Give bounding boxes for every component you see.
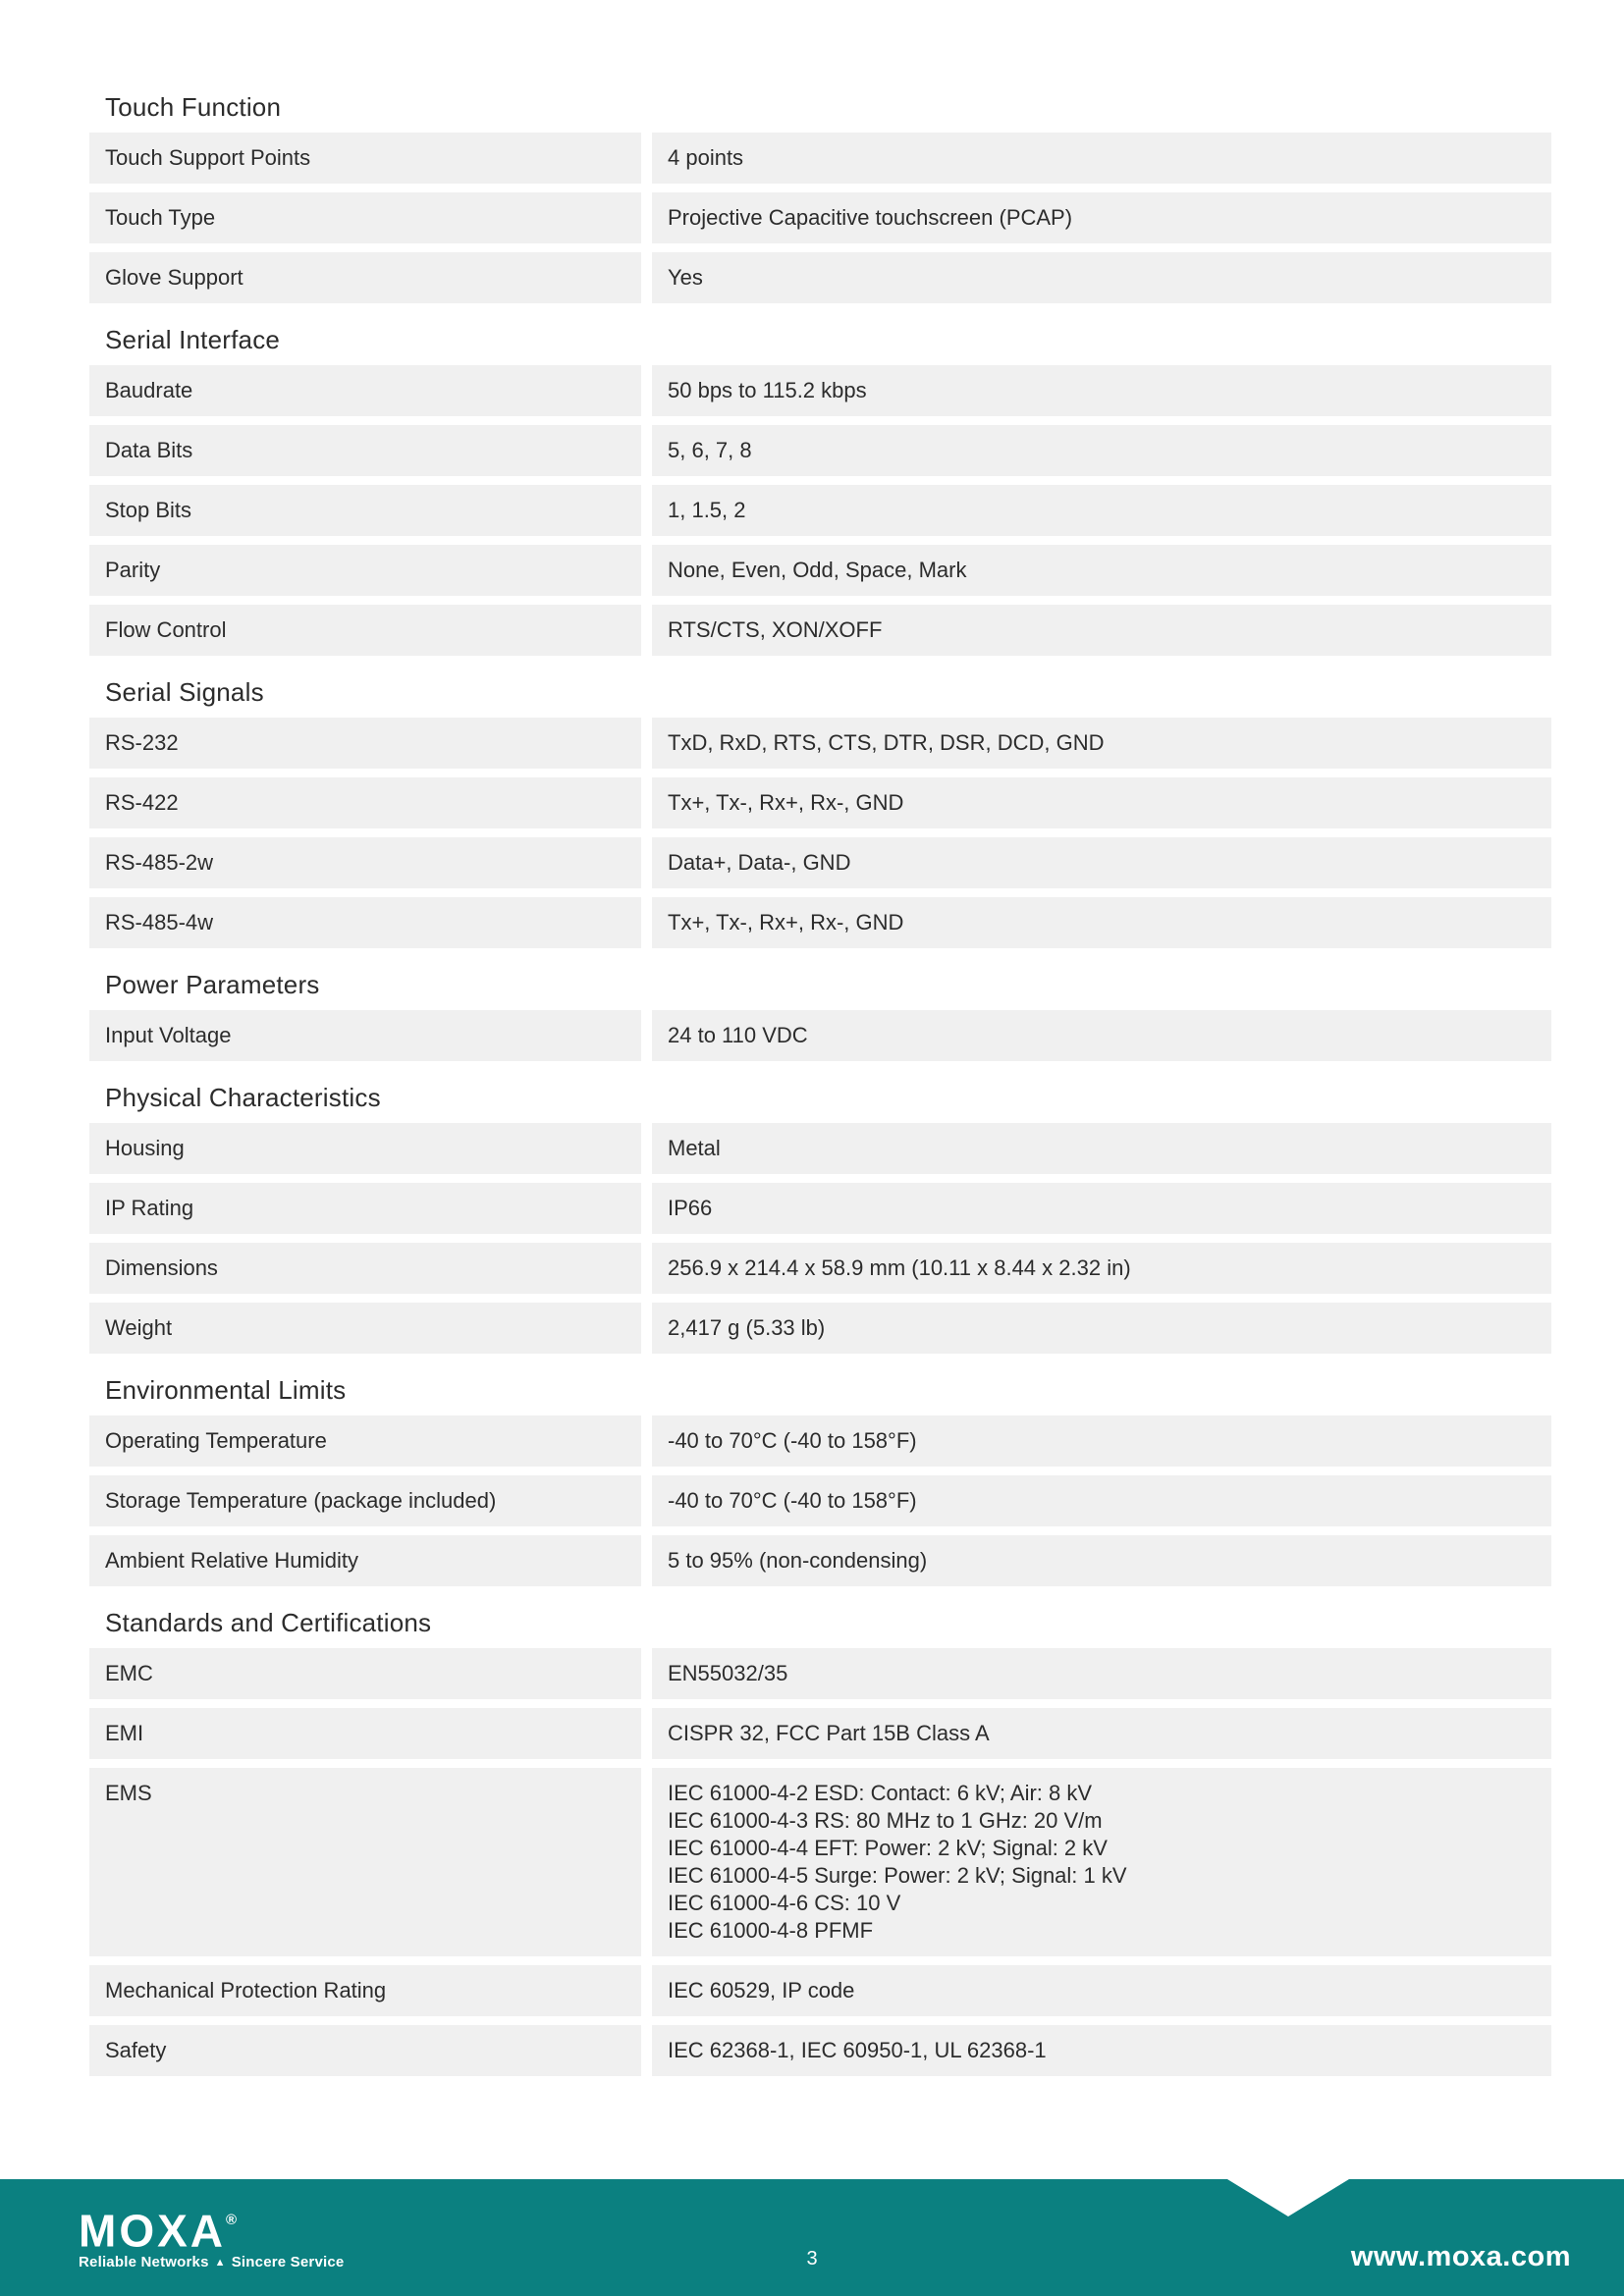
spec-label: Flow Control bbox=[89, 605, 641, 656]
section-title: Serial Interface bbox=[105, 325, 281, 354]
spec-label: Ambient Relative Humidity bbox=[89, 1535, 641, 1586]
spec-section-physical-characteristics bbox=[89, 1083, 1551, 1354]
spec-label: Housing bbox=[89, 1123, 641, 1174]
spec-label: Mechanical Protection Rating bbox=[89, 1965, 641, 2016]
spec-row bbox=[89, 1243, 1551, 1294]
footer-notch-icon bbox=[1227, 2179, 1349, 2216]
spec-row bbox=[89, 1183, 1551, 1234]
spec-row bbox=[89, 545, 1551, 596]
spec-sections bbox=[89, 92, 1551, 2076]
spec-value: RTS/CTS, XON/XOFF bbox=[652, 605, 1551, 656]
spec-row bbox=[89, 1768, 1551, 1956]
spec-value: 5 to 95% (non-condensing) bbox=[652, 1535, 1551, 1586]
spec-value-line: IEC 61000-4-4 EFT: Power: 2 kV; Signal: 2 kV bbox=[668, 1836, 1108, 1860]
spec-row bbox=[89, 425, 1551, 476]
spec-value: Data+, Data-, GND bbox=[652, 837, 1551, 888]
spec-label: Dimensions bbox=[89, 1243, 641, 1294]
spec-label: EMI bbox=[89, 1708, 641, 1759]
website-link[interactable]: www.moxa.com bbox=[1350, 2241, 1571, 2272]
spec-row bbox=[89, 837, 1551, 888]
spec-value: TxD, RxD, RTS, CTS, DTR, DSR, DCD, GND bbox=[652, 718, 1551, 769]
section-title: Physical Characteristics bbox=[105, 1083, 381, 1112]
spec-section-serial-signals bbox=[89, 677, 1551, 948]
spec-row bbox=[89, 252, 1551, 303]
spec-label: RS-485-2w bbox=[89, 837, 641, 888]
spec-label: RS-422 bbox=[89, 777, 641, 828]
spec-value: 256.9 x 214.4 x 58.9 mm (10.11 x 8.44 x 2.32 in) bbox=[652, 1243, 1551, 1294]
spec-row bbox=[89, 1708, 1551, 1759]
spec-label: RS-232 bbox=[89, 718, 641, 769]
spec-row bbox=[89, 777, 1551, 828]
spec-label: Baudrate bbox=[89, 365, 641, 416]
spec-label: RS-485-4w bbox=[89, 897, 641, 948]
spec-section-environmental-limits bbox=[89, 1375, 1551, 1586]
spec-value: Tx+, Tx-, Rx+, Rx-, GND bbox=[652, 777, 1551, 828]
spec-value-line: IEC 61000-4-3 RS: 80 MHz to 1 GHz: 20 V/m bbox=[668, 1808, 1103, 1833]
spec-row bbox=[89, 605, 1551, 656]
spec-label: Safety bbox=[89, 2025, 641, 2076]
page-footer bbox=[0, 2179, 1624, 2296]
spec-value: 24 to 110 VDC bbox=[652, 1010, 1551, 1061]
tagline-right: Sincere Service bbox=[231, 2254, 345, 2270]
spec-row bbox=[89, 1535, 1551, 1586]
tagline-left: Reliable Networks bbox=[79, 2254, 209, 2270]
spec-label: Input Voltage bbox=[89, 1010, 641, 1061]
moxa-brand-text: MOXA bbox=[79, 2205, 226, 2256]
section-title: Environmental Limits bbox=[105, 1375, 347, 1405]
spec-value: 4 points bbox=[652, 133, 1551, 184]
spec-value: 50 bps to 115.2 kbps bbox=[652, 365, 1551, 416]
spec-label: Storage Temperature (package included) bbox=[89, 1475, 641, 1526]
spec-label: Operating Temperature bbox=[89, 1415, 641, 1467]
spec-row bbox=[89, 1415, 1551, 1467]
spec-value: IEC 62368-1, IEC 60950-1, UL 62368-1 bbox=[652, 2025, 1551, 2076]
section-title: Touch Function bbox=[105, 92, 282, 122]
spec-row bbox=[89, 192, 1551, 243]
spec-label: Stop Bits bbox=[89, 485, 641, 536]
section-title: Standards and Certifications bbox=[105, 1608, 432, 1637]
spec-value: -40 to 70°C (-40 to 158°F) bbox=[652, 1475, 1551, 1526]
spec-value-lines bbox=[668, 1780, 1127, 1945]
spec-row bbox=[89, 1965, 1551, 2016]
spec-label: Data Bits bbox=[89, 425, 641, 476]
spec-value: Metal bbox=[652, 1123, 1551, 1174]
spec-section-touch-function bbox=[89, 92, 1551, 303]
spec-label: Parity bbox=[89, 545, 641, 596]
moxa-brand bbox=[79, 2205, 344, 2256]
spec-section-standards-and-certifications bbox=[89, 1608, 1551, 2076]
spec-label: Glove Support bbox=[89, 252, 641, 303]
section-title: Serial Signals bbox=[105, 677, 264, 707]
spec-label: Touch Type bbox=[89, 192, 641, 243]
spec-value-line: IEC 61000-4-6 CS: 10 V bbox=[668, 1891, 901, 1915]
spec-value: 1, 1.5, 2 bbox=[652, 485, 1551, 536]
spec-row bbox=[89, 485, 1551, 536]
spec-value bbox=[652, 1768, 1551, 1956]
spec-row bbox=[89, 1648, 1551, 1699]
spec-value: 5, 6, 7, 8 bbox=[652, 425, 1551, 476]
spec-value: 2,417 g (5.33 lb) bbox=[652, 1303, 1551, 1354]
spec-value: Tx+, Tx-, Rx+, Rx-, GND bbox=[652, 897, 1551, 948]
spec-value: None, Even, Odd, Space, Mark bbox=[652, 545, 1551, 596]
spec-row bbox=[89, 1303, 1551, 1354]
spec-value-line: IEC 61000-4-5 Surge: Power: 2 kV; Signal: 1 kV bbox=[668, 1863, 1127, 1888]
spec-value: Yes bbox=[652, 252, 1551, 303]
spec-row bbox=[89, 718, 1551, 769]
page-number: 3 bbox=[806, 2248, 818, 2269]
spec-label: IP Rating bbox=[89, 1183, 641, 1234]
spec-section-serial-interface bbox=[89, 325, 1551, 656]
spec-row bbox=[89, 365, 1551, 416]
spec-value-line: IEC 61000-4-8 PFMF bbox=[668, 1918, 874, 1943]
spec-row bbox=[89, 1123, 1551, 1174]
spec-label: Touch Support Points bbox=[89, 133, 641, 184]
spec-label: EMC bbox=[89, 1648, 641, 1699]
spec-section-power-parameters bbox=[89, 970, 1551, 1061]
spec-row bbox=[89, 2025, 1551, 2076]
registered-mark: ® bbox=[226, 2211, 238, 2228]
spec-label: Weight bbox=[89, 1303, 641, 1354]
spec-row bbox=[89, 1010, 1551, 1061]
tagline-triangle-icon: ▲ bbox=[214, 2257, 226, 2269]
spec-value: CISPR 32, FCC Part 15B Class A bbox=[652, 1708, 1551, 1759]
spec-row bbox=[89, 897, 1551, 948]
spec-value: IEC 60529, IP code bbox=[652, 1965, 1551, 2016]
section-title: Power Parameters bbox=[105, 970, 320, 999]
spec-row bbox=[89, 133, 1551, 184]
spec-label: EMS bbox=[89, 1768, 641, 1956]
spec-value: EN55032/35 bbox=[652, 1648, 1551, 1699]
spec-value: IP66 bbox=[652, 1183, 1551, 1234]
spec-value: -40 to 70°C (-40 to 158°F) bbox=[652, 1415, 1551, 1467]
spec-value: Projective Capacitive touchscreen (PCAP) bbox=[652, 192, 1551, 243]
spec-row bbox=[89, 1475, 1551, 1526]
spec-value-line: IEC 61000-4-2 ESD: Contact: 6 kV; Air: 8 kV bbox=[668, 1781, 1093, 1805]
